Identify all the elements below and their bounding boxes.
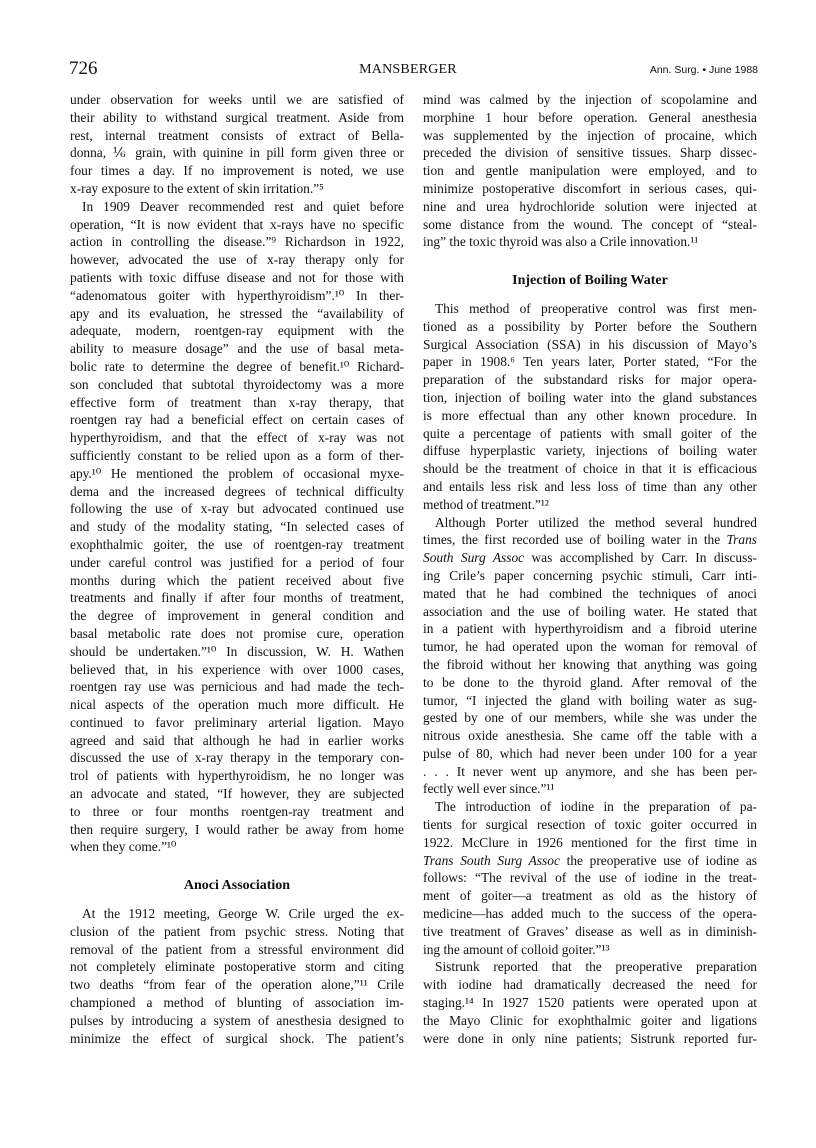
- text-line: At the 1912 meeting, George W. Crile urged the ex-: [82, 906, 404, 922]
- text-line: nical aspects of the operation much more difficult. He: [70, 697, 404, 713]
- text-line: exophthalmic goiter, the use of roentgen-ray treatment: [70, 536, 404, 552]
- text-line: morphine 1 hour before operation. General anesthesia: [423, 109, 757, 125]
- text-line: clusion of the patient from psychic stress. Noting that: [70, 923, 404, 939]
- text-line: with iodine had dramatically decreased the need for: [423, 977, 757, 993]
- text-line: should be the treatment of choice in that it is efficacious: [423, 461, 757, 477]
- text-line: rest, internal treatment consists of extract of Bella-: [70, 127, 404, 143]
- journal-title-italic: Trans South Surg Assoc: [423, 852, 560, 868]
- text-line: apy.¹⁰ He mentioned the problem of occasional myxe-: [70, 465, 404, 481]
- text-line: the Mayo Clinic for exophthalmic goiter and ligations: [423, 1012, 757, 1028]
- journal-title-italic: South Surg Assoc: [423, 550, 525, 566]
- paragraph: [423, 798, 757, 958]
- text-line: minimize postoperative discomfort in serious cases, qui-: [423, 180, 757, 196]
- text-line: “adenomatous goiter with hyperthyroidism”.¹⁰ In ther-: [70, 287, 404, 303]
- text-segment: was accomplished by Carr. In discuss-: [524, 550, 757, 566]
- text-line: Sistrunk reported that the preoperative preparation: [435, 959, 757, 975]
- paragraph: [423, 958, 757, 1047]
- text-line: The introduction of iodine in the preparation of pa-: [435, 799, 757, 815]
- text-line: was supplemented by the injection of procaine, which: [423, 127, 757, 143]
- text-line: two deaths “from fear of the operation alone,”¹¹ Crile: [70, 977, 404, 993]
- text-line: preparation of the substandard risks for major opera-: [423, 372, 757, 388]
- text-line: ing Crile’s paper concerning psychic stimuli, Carr inti-: [423, 567, 757, 583]
- text-line: pulse of 80, which had never been under 100 for a year: [423, 745, 757, 761]
- text-line: ability to measure dosage” and the use of basal meta-: [70, 341, 404, 357]
- text-line: in a patient with hyperthyroidism and a fibroid uterine: [423, 621, 757, 637]
- text-line: some distance from the wound. The concept of “steal-: [423, 216, 757, 232]
- paragraph: [70, 905, 404, 1047]
- text-line: follows: “The revival of the use of iodine in the treat-: [423, 870, 757, 886]
- text-line: nitrous oxide anesthesia. She came off the table with a: [423, 728, 757, 744]
- text-line: association and the use of boiling water. He stated that: [423, 603, 757, 619]
- text-line: bolic rate to determine the degree of benefit.¹⁰ Richard-: [70, 358, 404, 374]
- text-line: tumor, “I injected the gland with boiling water as sug-: [423, 692, 757, 708]
- text-line: . . . It never went up anymore, and she has been per-: [423, 763, 757, 779]
- paragraph: [70, 91, 404, 198]
- text-line: roentgen ray had a beneficial effect on certain cases of: [70, 412, 404, 428]
- text-line: hyperthyroidism, and that the effect of x-ray was not: [70, 430, 404, 446]
- text-line: [423, 549, 757, 567]
- text-line: believed that, in his experience with over 1000 cases,: [70, 661, 404, 677]
- text-line: 1922. McClure in 1926 mentioned for the first time in: [423, 834, 757, 850]
- text-line: x-ray exposure to the extent of skin irritation.”⁵: [70, 180, 324, 196]
- text-line: adequate, modern, roentgen-ray equipment with the: [70, 323, 404, 339]
- text-line: and study of the modality stating, “In selected cases of: [70, 519, 404, 535]
- text-line: apy and its evaluation, he stressed the “availability of: [70, 305, 404, 321]
- text-line: [423, 531, 757, 549]
- text-line: ment of goiter—a treatment as old as the history of: [423, 888, 757, 904]
- text-line: basal metabolic rate does not promise cure, operation: [70, 625, 404, 641]
- text-line: mated that he had combined the techniques of anoci: [423, 585, 757, 601]
- text-line: ing” the toxic thyroid was also a Crile innovation.¹¹: [423, 234, 699, 250]
- page-number: 726: [69, 58, 98, 79]
- text-line: medicine—has added much to the success of the opera-: [423, 906, 757, 922]
- text-line: agreed and said that although he had in earlier works: [70, 732, 404, 748]
- text-line: tive treatment of Graves’ disease as well as in diminish-: [423, 923, 757, 939]
- text-line: roentgen ray use was pernicious and had made the tech-: [70, 679, 404, 695]
- paragraph: [423, 514, 757, 799]
- text-line: patients with toxic diffuse disease and not for those with: [70, 269, 404, 285]
- paragraph: [423, 300, 757, 514]
- text-line: minimize the effect of surgical shock. The patient’s: [70, 1030, 404, 1046]
- text-line: In 1909 Deaver recommended rest and quiet before: [82, 198, 404, 214]
- text-line: son concluded that subtotal thyroidectomy was a more: [70, 376, 404, 392]
- right-column: [423, 91, 757, 1047]
- left-column: [70, 91, 404, 1047]
- text-line: quite a percentage of patients with small goiter of the: [423, 425, 757, 441]
- running-head-author: MANSBERGER: [359, 62, 457, 77]
- text-line: Although Porter utilized the method several hundred: [435, 514, 757, 530]
- text-line: an advocate and stated, “If however, they are subjected: [70, 786, 404, 802]
- text-line: tients for surgical resection of toxic goiter occurred in: [423, 817, 757, 833]
- text-line: to three or four months roentgen-ray treatment and: [70, 803, 404, 819]
- text-line: their ability to withstand surgical treatment. Aside from: [70, 109, 404, 125]
- text-segment: times, the first recorded use of boiling water in the: [423, 532, 727, 548]
- text-line: fectly well ever since.”¹¹: [423, 781, 555, 797]
- text-line: were done in only nine patients; Sistrunk reported fur-: [423, 1030, 757, 1046]
- text-line: not completely eliminate postoperative storm and citing: [70, 959, 404, 975]
- text-line: trol of patients with hyperthyroidism, he no longer was: [70, 768, 404, 784]
- text-line: staging.¹⁴ In 1927 1520 patients were operated upon at: [423, 995, 757, 1011]
- text-line: ing the amount of colloid goiter.”¹³: [423, 941, 610, 957]
- journal-title-italic: Trans: [726, 532, 757, 548]
- text-line: championed a method of blunting of association im-: [70, 995, 404, 1011]
- text-line: under careful control was justified for a period of four: [70, 554, 404, 570]
- text-line: months during which the patient received about five: [70, 572, 404, 588]
- text-line: diffuse hyperplastic variety, injections of boiling water: [423, 443, 757, 459]
- text-line: gested by one of our members, while she was under the: [423, 710, 757, 726]
- text-segment: the preoperative use of iodine as: [559, 852, 757, 868]
- text-line: is more effectual than any other known procedure. In: [423, 407, 757, 423]
- text-line: four times a day. If no improvement is noted, we use: [70, 163, 404, 179]
- text-line: tumor, he had operated upon the woman for removal of: [423, 639, 757, 655]
- text-line: removal of the patient from a stressful environment did: [70, 941, 404, 957]
- text-line: operation, “It is now evident that x-rays have no specific: [70, 216, 404, 232]
- text-line: sufficiently constant to be relied upon as a form of ther-: [70, 447, 404, 463]
- text-line: discussed the use of x-ray therapy in the temporary con-: [70, 750, 404, 766]
- text-line: mind was calmed by the injection of scopolamine and: [423, 92, 757, 107]
- text-line: when they come.”¹⁰: [70, 839, 177, 855]
- text-line: tion and gentle manipulation were employed, and to: [423, 163, 757, 179]
- text-line: to be done to the thyroid gland. After removal of the: [423, 674, 757, 690]
- text-line: paper in 1908.⁶ Ten years later, Porter stated, “For the: [423, 354, 757, 370]
- text-line: Surgical Association (SSA) in his discussion of Mayo’s: [423, 336, 757, 352]
- text-line: effective form of treatment than x-ray therapy, that: [70, 394, 404, 410]
- text-line: treatments and finally if after four months of treatment,: [70, 590, 404, 606]
- text-line: donna, ⅙ grain, with quinine in pill form given three or: [70, 145, 404, 161]
- text-line: however, advocated the use of x-ray therapy only for: [70, 252, 404, 268]
- text-line: method of treatment.”¹²: [423, 496, 549, 512]
- paragraph: [423, 91, 757, 251]
- text-line: under observation for weeks until we are satisfied of: [70, 92, 404, 107]
- text-line: then require surgery, I would rather be away from home: [70, 821, 404, 837]
- paragraph: [70, 198, 404, 856]
- text-line: tion, injection of boiling water into the gland substances: [423, 389, 757, 405]
- text-line: dema and the increased degrees of technical difficulty: [70, 483, 404, 499]
- text-line: the degree of improvement in general condition and: [70, 608, 404, 624]
- text-line: [423, 852, 757, 870]
- text-line: action in controlling the disease.”⁹ Richardson in 1922,: [70, 234, 404, 250]
- text-line: continued to favor preliminary arterial ligation. Mayo: [70, 714, 404, 730]
- text-line: following the use of x-ray but advocated continued use: [70, 501, 404, 517]
- text-line: This method of preoperative control was first men-: [435, 300, 757, 316]
- text-line: pulses by introducing a system of anesthesia designed to: [70, 1012, 404, 1028]
- text-line: and entails less risk and less loss of time than any other: [423, 478, 757, 494]
- text-line: nine and urea hydrochloride solution were injected at: [423, 198, 757, 214]
- text-line: tioned as a possibility by Porter before the Southern: [423, 318, 757, 334]
- text-line: the fibroid without her knowing that anything was going: [423, 656, 757, 672]
- section-heading: Anoci Association: [183, 878, 291, 894]
- text-line: preceded the division of sensitive tissues. Sharp dissec-: [423, 145, 757, 161]
- section-heading: Injection of Boiling Water: [512, 273, 668, 289]
- text-line: should be undertaken.”¹⁰ In discussion, W. H. Wathen: [70, 643, 404, 659]
- running-head-journal: Ann. Surg. • June 1988: [649, 64, 758, 76]
